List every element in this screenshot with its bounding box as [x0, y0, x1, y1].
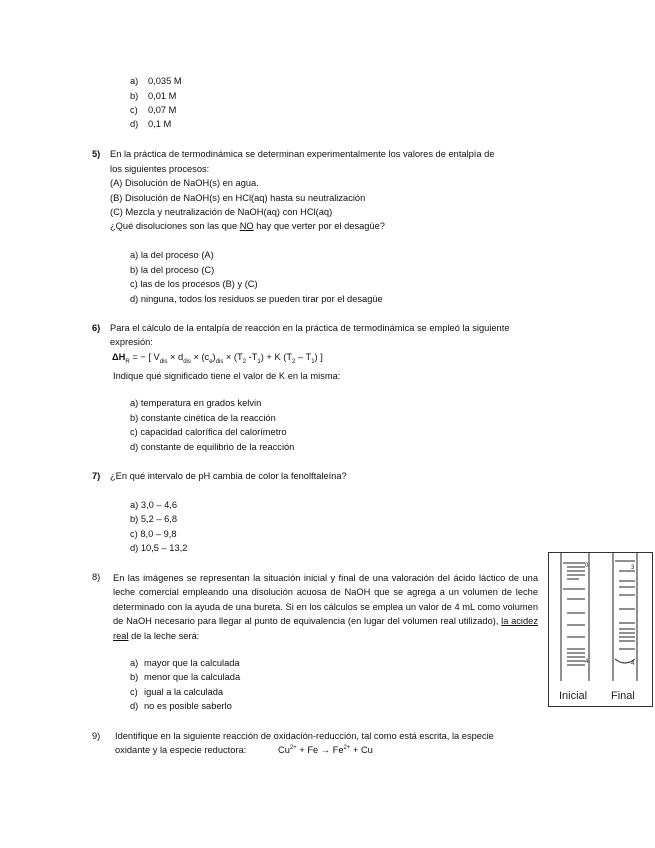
q9-line2: oxidante y la especie reductora:: [115, 745, 247, 755]
label-initial: Inicial: [559, 690, 588, 702]
q6-question: Indique qué significado tiene el valor de K en la misma:: [113, 371, 341, 381]
final-mark-bottom: 4: [631, 661, 635, 667]
burette-figure: [548, 552, 653, 707]
initial-burette: [561, 553, 589, 681]
q8-option-c: c) igual a la calculada: [130, 687, 224, 697]
q8-option-a: a) mayor que la calculada: [130, 658, 240, 668]
q7-question: ¿En qué intervalo de pH cambia de color la fenolftaleína?: [110, 471, 347, 481]
q5-option-a: a) la del proceso (A): [130, 250, 214, 260]
label-final: Final: [611, 690, 635, 702]
q8-text: En las imágenes se representan la situación inicial y final de una valoración del ácido láctico de una leche comercial empleando una disolución acuosa de NaOH que se agrega a un volumen de leche determinado con la ayuda de una bureta. Si en los cálculos se emplea un valor de 4 mL como volumen de NaOH necesario para llegar al punto de equivalencia (en lugar del volumen real utilizado), la acidez real de la leche será:: [113, 573, 538, 641]
q6-line2: expresión:: [110, 337, 153, 347]
q5-process-a: (A) Disolución de NaOH(s) en agua.: [110, 178, 259, 188]
q5-no-emphasis: NO: [239, 221, 254, 231]
q5-process-c: (C) Mezcla y neutralización de NaOH(aq) con HCl(aq): [110, 207, 333, 217]
q5-question: ¿Qué disoluciones son las que NO hay que verter por el desagüe?: [110, 221, 385, 231]
q7-option-b: b) 5,2 – 6,8: [130, 514, 178, 524]
q4-option-b: b) 0,01 M: [130, 91, 177, 101]
q7-option-a: a) 3,0 – 4,6: [130, 500, 178, 510]
q5-option-c: c) las de los procesos (B) y (C): [130, 279, 258, 289]
q8-option-b: b) menor que la calculada: [130, 672, 241, 682]
final-mark-top: 3: [631, 565, 635, 571]
q4-option-d: d) 0,1 M: [130, 119, 172, 129]
initial-mark-bottom: 4: [585, 659, 589, 665]
q5-line1: En la práctica de termodinámica se determinan experimentalmente los valores de entalpía de: [110, 149, 495, 159]
final-burette: [613, 553, 637, 681]
q6-line1: Para el cálculo de la entalpía de reacción en la práctica de termodinámica se empleó la siguiente: [110, 323, 510, 333]
q5-line2: los siguientes procesos:: [110, 164, 210, 174]
q5-option-b: b) la del proceso (C): [130, 265, 215, 275]
q8-underlined-phrase: la acidez real: [113, 616, 538, 641]
q8-number: 8): [92, 572, 101, 582]
q5-option-d: d) ninguna, todos los residuos se pueden tirar por el desagüe: [130, 294, 383, 304]
initial-mark-top: 0: [585, 563, 589, 569]
q8-option-d: d) no es posible saberlo: [130, 701, 232, 711]
q9-line1: Identifique en la siguiente reacción de oxidación-reducción, tal como está escrita, la especie: [115, 731, 494, 741]
q7-number: 7): [92, 471, 101, 481]
q9-reaction: $Cu^{2+} + Fe \to Fe^{2+} + Cu$: [278, 744, 373, 755]
q5-number: 5): [92, 149, 101, 159]
q6-option-a: a) temperatura en grados kelvin: [130, 398, 262, 408]
q6-number: 6): [92, 323, 101, 333]
q7-option-d: d) 10,5 – 13,2: [130, 543, 188, 553]
q6-formula: $\Delta H_R$ = − [ $V_{dis} \times d_{dis} \times (c_e)_{dis} \times (T_2$ $-T_1) + K$ $(T_2 - T_1)$ ]: [112, 352, 323, 365]
q6-option-d: d) constante de equilibrio de la reacción: [130, 442, 295, 452]
q9-number: 9): [92, 731, 101, 741]
q4-option-a: a) 0,035 M: [130, 76, 182, 86]
q6-option-c: c) capacidad calorífica del calorímetro: [130, 427, 287, 437]
burette-drawing: [549, 553, 652, 706]
q4-option-c: c) 0,07 M: [130, 105, 177, 115]
q7-option-c: c) 8,0 – 9,8: [130, 529, 177, 539]
q6-option-b: b) constante cinética de la reacción: [130, 413, 276, 423]
q5-process-b: (B) Disolución de NaOH(s) en HCl(aq) hasta su neutralización: [110, 193, 366, 203]
